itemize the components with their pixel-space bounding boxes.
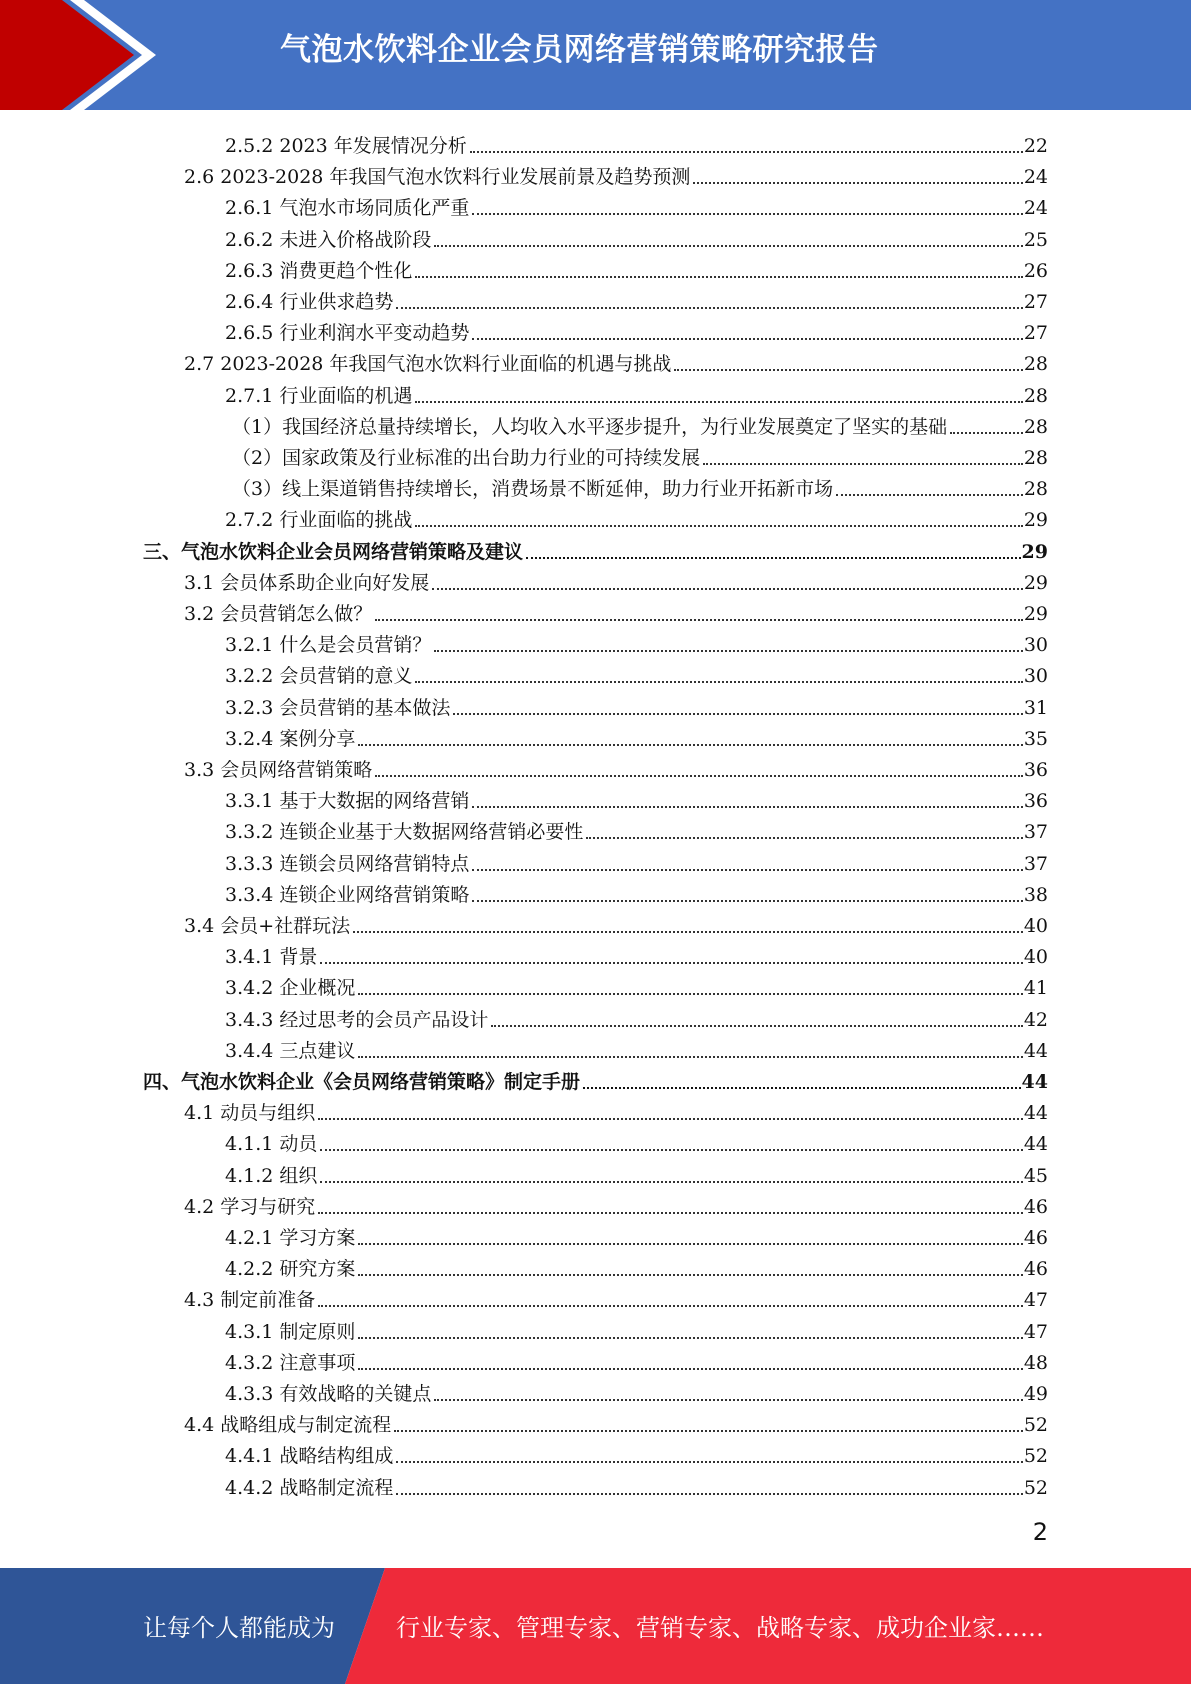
- toc-dot-leader: [472, 212, 1022, 215]
- toc-entry[interactable]: [225, 127, 1048, 158]
- toc-entry-label: 3.2.4 案例分享: [225, 727, 356, 750]
- toc-entry[interactable]: [225, 1250, 1048, 1281]
- toc-entry-page: 29: [1023, 571, 1048, 594]
- toc-entry[interactable]: [225, 782, 1048, 813]
- toc-entry-page: 44: [1021, 1071, 1048, 1093]
- toc-dot-leader: [320, 1148, 1022, 1151]
- toc-entry[interactable]: [232, 439, 1048, 470]
- toc-entry[interactable]: [225, 252, 1048, 283]
- toc-entry[interactable]: [143, 533, 1048, 564]
- toc-entry[interactable]: [184, 1406, 1048, 1437]
- toc-entry[interactable]: [184, 1094, 1048, 1125]
- toc-entry-label: 4.3.1 制定原则: [225, 1320, 356, 1343]
- toc-entry-page: 22: [1023, 135, 1048, 157]
- toc-entry-page: 27: [1023, 322, 1048, 345]
- toc-entry-page: 36: [1023, 759, 1048, 781]
- toc-entry-label: 2.6.1 气泡水市场同质化严重: [225, 197, 470, 220]
- toc-entry-label: 3.1 会员体系助企业向好发展: [184, 571, 430, 594]
- toc-dot-leader: [472, 337, 1022, 340]
- footer-slogan-left: 让每个人都能成为: [143, 1614, 335, 1642]
- toc-entry-page: 45: [1023, 1164, 1048, 1187]
- toc-entry-label: 3.4.2 企业概况: [225, 977, 356, 1000]
- toc-dot-leader: [526, 556, 1021, 559]
- toc-dot-leader: [583, 1086, 1021, 1089]
- toc-entry-page: 28: [1023, 384, 1048, 407]
- page-footer: [0, 1568, 1191, 1684]
- toc-entry[interactable]: [184, 751, 1048, 782]
- toc-dot-leader: [394, 1429, 1023, 1432]
- toc-entry[interactable]: [225, 1157, 1048, 1188]
- toc-entry-label: 4.1.2 组织: [225, 1164, 318, 1187]
- toc-entry-label: 四、气泡水饮料企业《会员网络营销策略》制定手册: [143, 1071, 581, 1093]
- toc-entry-page: 49: [1023, 1383, 1048, 1405]
- toc-entry[interactable]: [225, 1375, 1048, 1406]
- toc-entry-label: 3.2.2 会员营销的意义: [225, 665, 413, 688]
- toc-entry-page: 26: [1023, 259, 1048, 282]
- toc-entry-page: 27: [1023, 291, 1048, 313]
- toc-dot-leader: [320, 1180, 1022, 1183]
- toc-entry-label: 4.4 战略组成与制定流程: [184, 1414, 392, 1437]
- toc-dot-leader: [472, 899, 1022, 902]
- toc-entry-page: 28: [1023, 353, 1048, 376]
- toc-entry-label: 3.3.1 基于大数据的网络营销: [225, 790, 470, 813]
- toc-entry[interactable]: [225, 1219, 1048, 1250]
- toc-entry-page: 52: [1023, 1445, 1048, 1468]
- toc-entry[interactable]: [184, 907, 1048, 938]
- toc-entry[interactable]: [225, 1125, 1048, 1156]
- toc-entry-label: 3.3.4 连锁企业网络营销策略: [225, 883, 470, 906]
- toc-dot-leader: [358, 743, 1022, 746]
- toc-entry[interactable]: [184, 158, 1048, 189]
- toc-entry-label: 3.3.3 连锁会员网络营销特点: [225, 852, 470, 875]
- toc-entry-page: 30: [1023, 665, 1048, 688]
- toc-entry[interactable]: [225, 314, 1048, 345]
- toc-entry-label: 2.6.5 行业利润水平变动趋势: [225, 322, 470, 345]
- toc-entry-label: 三、气泡水饮料企业会员网络营销策略及建议: [143, 540, 524, 563]
- toc-entry-label: 3.3.2 连锁企业基于大数据网络营销必要性: [225, 821, 584, 844]
- toc-entry-page: 35: [1023, 727, 1048, 750]
- toc-dot-leader: [358, 1367, 1022, 1370]
- toc-entry-label: 4.2.1 学习方案: [225, 1227, 356, 1249]
- toc-entry-page: 24: [1023, 197, 1048, 220]
- page-header: [0, 0, 1191, 110]
- toc-entry[interactable]: [225, 1001, 1048, 1032]
- toc-entry[interactable]: [225, 626, 1048, 657]
- toc-entry-page: 44: [1023, 1133, 1048, 1156]
- toc-entry-label: 3.3 会员网络营销策略: [184, 759, 373, 781]
- toc-entry-label: （2）国家政策及行业标准的出台助力行业的可持续发展: [232, 447, 701, 469]
- toc-entry[interactable]: [232, 408, 1048, 439]
- toc-entry-label: 2.6 2023-2028 年我国气泡水饮料行业发展前景及趋势预测: [184, 166, 691, 189]
- report-title: 气泡水饮料企业会员网络营销策略研究报告: [280, 32, 879, 68]
- toc-entry-label: 3.4.4 三点建议: [225, 1039, 356, 1062]
- toc-dot-leader: [674, 368, 1022, 371]
- toc-entry-page: 46: [1023, 1258, 1048, 1281]
- toc-entry-page: 44: [1023, 1102, 1048, 1125]
- toc-entry-page: 46: [1023, 1227, 1048, 1249]
- toc-entry[interactable]: [143, 1063, 1048, 1094]
- toc-entry-page: 48: [1023, 1351, 1048, 1374]
- toc-entry-page: 46: [1023, 1195, 1048, 1218]
- toc-entry[interactable]: [225, 221, 1048, 252]
- toc-dot-leader: [318, 1304, 1023, 1307]
- toc-dot-leader: [396, 1492, 1022, 1495]
- toc-entry-label: 3.2 会员营销怎么做？: [184, 603, 373, 625]
- toc-entry[interactable]: [225, 813, 1048, 844]
- toc-entry-label: 2.7 2023-2028 年我国气泡水饮料行业面临的机遇与挑战: [184, 353, 672, 376]
- toc-dot-leader: [358, 1336, 1022, 1339]
- toc-entry-page: 41: [1023, 977, 1048, 1000]
- toc-entry-label: 3.2.1 什么是会员营销？: [225, 634, 432, 657]
- toc-dot-leader: [434, 649, 1022, 652]
- toc-entry[interactable]: [225, 657, 1048, 688]
- toc-entry-label: 4.4.1 战略结构组成: [225, 1445, 394, 1468]
- toc-entry-page: 40: [1023, 915, 1048, 937]
- toc-entry-label: 4.1 动员与组织: [184, 1102, 316, 1125]
- toc-entry-page: 52: [1023, 1476, 1048, 1499]
- toc-entry-page: 25: [1023, 228, 1048, 251]
- toc-entry-label: 2.7.2 行业面临的挑战: [225, 509, 413, 532]
- toc-entry[interactable]: [184, 595, 1048, 626]
- toc-entry-page: 28: [1023, 447, 1048, 469]
- toc-dot-leader: [358, 992, 1022, 995]
- toc-entry[interactable]: [225, 689, 1048, 720]
- toc-entry-page: 47: [1023, 1320, 1048, 1343]
- toc-dot-leader: [950, 431, 1023, 434]
- toc-entry[interactable]: [225, 1469, 1048, 1500]
- toc-entry[interactable]: [225, 189, 1048, 220]
- toc-dot-leader: [415, 680, 1022, 683]
- toc-entry-label: 3.4.1 背景: [225, 946, 318, 969]
- toc-dot-leader: [415, 400, 1022, 403]
- toc-entry-page: 28: [1023, 478, 1048, 501]
- toc-dot-leader: [434, 244, 1022, 247]
- toc-entry-page: 29: [1023, 603, 1048, 625]
- toc-entry-label: 3.2.3 会员营销的基本做法: [225, 696, 451, 719]
- toc-entry[interactable]: [184, 345, 1048, 376]
- toc-entry[interactable]: [225, 377, 1048, 408]
- toc-entry-page: 37: [1023, 821, 1048, 844]
- toc-dot-leader: [453, 712, 1022, 715]
- toc-entry-label: （3）线上渠道销售持续增长，消费场景不断延伸，助力行业开拓新市场: [232, 478, 834, 501]
- toc-entry-label: 4.4.2 战略制定流程: [225, 1476, 394, 1499]
- toc-entry-label: 4.3 制定前准备: [184, 1289, 316, 1312]
- toc-dot-leader: [434, 1398, 1022, 1401]
- toc-entry[interactable]: [225, 938, 1048, 969]
- toc-entry-page: 36: [1023, 790, 1048, 813]
- toc-entry-label: 3.4 会员+社群玩法: [184, 915, 351, 937]
- toc-dot-leader: [491, 1024, 1022, 1027]
- toc-dot-leader: [836, 493, 1023, 496]
- toc-entry-page: 47: [1023, 1289, 1048, 1312]
- toc-dot-leader: [415, 275, 1022, 278]
- toc-dot-leader: [396, 1460, 1022, 1463]
- toc-entry-label: 2.7.1 行业面临的机遇: [225, 384, 413, 407]
- toc-entry-label: 3.4.3 经过思考的会员产品设计: [225, 1008, 489, 1031]
- page-number: 2: [1032, 1518, 1048, 1546]
- toc-entry[interactable]: [225, 1313, 1048, 1344]
- toc-entry[interactable]: [225, 969, 1048, 1000]
- toc-entry[interactable]: [232, 470, 1048, 501]
- toc-entry-label: 4.1.1 动员: [225, 1133, 318, 1156]
- toc-entry-label: 4.2 学习与研究: [184, 1195, 316, 1218]
- toc-dot-leader: [703, 462, 1023, 465]
- toc-entry-label: （1）我国经济总量持续增长，人均收入水平逐步提升，为行业发展奠定了坚实的基础: [232, 415, 948, 438]
- toc-entry-label: 4.3.3 有效战略的关键点: [225, 1383, 432, 1405]
- toc-entry[interactable]: [184, 564, 1048, 595]
- toc-entry[interactable]: [184, 1188, 1048, 1219]
- toc-dot-leader: [358, 1273, 1022, 1276]
- toc-entry[interactable]: [225, 876, 1048, 907]
- toc-entry-page: 29: [1023, 509, 1048, 532]
- footer-slogan-right: 行业专家、管理专家、营销专家、战略专家、成功企业家……: [396, 1614, 1044, 1642]
- toc-dot-leader: [586, 836, 1022, 839]
- toc-dot-leader: [472, 868, 1022, 871]
- toc-dot-leader: [432, 587, 1023, 590]
- toc-entry-page: 37: [1023, 852, 1048, 875]
- toc-entry[interactable]: [184, 1281, 1048, 1312]
- toc-dot-leader: [472, 805, 1022, 808]
- toc-entry-label: 4.3.2 注意事项: [225, 1351, 356, 1374]
- toc-dot-leader: [358, 1242, 1022, 1245]
- toc-entry[interactable]: [225, 720, 1048, 751]
- toc-entry[interactable]: [225, 1437, 1048, 1468]
- toc-entry-page: 42: [1023, 1008, 1048, 1031]
- toc-entry-label: 2.6.2 未进入价格战阶段: [225, 228, 432, 251]
- toc-entry-label: 2.6.3 消费更趋个性化: [225, 259, 413, 282]
- toc-entry-label: 4.2.2 研究方案: [225, 1258, 356, 1281]
- toc-dot-leader: [318, 1211, 1023, 1214]
- toc-entry-label: 2.6.4 行业供求趋势: [225, 291, 394, 313]
- toc-entry[interactable]: [225, 845, 1048, 876]
- toc-entry-page: 30: [1023, 634, 1048, 657]
- toc-dot-leader: [358, 1055, 1022, 1058]
- toc-entry[interactable]: [225, 283, 1048, 314]
- toc-entry-page: 52: [1023, 1414, 1048, 1437]
- toc-dot-leader: [693, 181, 1022, 184]
- toc-dot-leader: [415, 524, 1022, 527]
- toc-entry-page: 44: [1023, 1039, 1048, 1062]
- toc-entry[interactable]: [225, 1344, 1048, 1375]
- toc-entry[interactable]: [225, 1032, 1048, 1063]
- toc-entry[interactable]: [225, 501, 1048, 532]
- toc-dot-leader: [375, 618, 1023, 621]
- toc-entry-page: 28: [1023, 415, 1048, 438]
- toc-entry-page: 40: [1023, 946, 1048, 969]
- toc-entry-page: 38: [1023, 883, 1048, 906]
- toc-entry-label: 2.5.2 2023 年发展情况分析: [225, 135, 467, 157]
- toc-dot-leader: [375, 774, 1023, 777]
- toc-dot-leader: [318, 1117, 1023, 1120]
- toc-entry-page: 31: [1023, 696, 1048, 719]
- toc-dot-leader: [396, 306, 1022, 309]
- toc-entry-page: 24: [1023, 166, 1048, 189]
- toc-dot-leader: [470, 150, 1023, 153]
- toc-dot-leader: [353, 930, 1023, 933]
- toc-entry-page: 29: [1021, 540, 1048, 563]
- toc-dot-leader: [320, 961, 1022, 964]
